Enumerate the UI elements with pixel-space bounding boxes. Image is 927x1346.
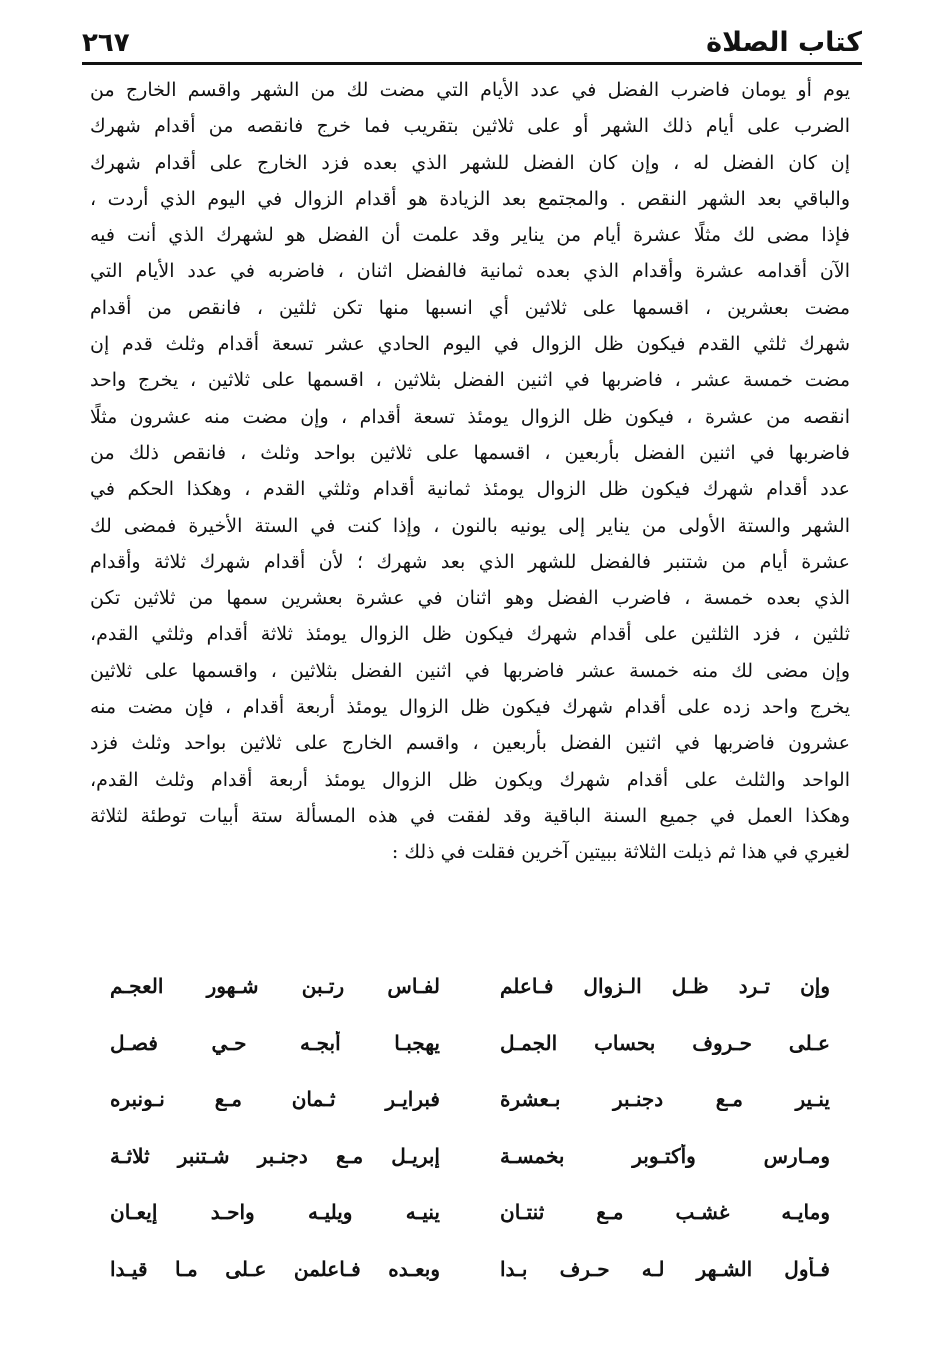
text-line: ثلثين ، فزد الثلثين على أقدام شهرك فيكون ظل الزوال يومئذ ثلاثة أقدام وثلثي القدم،: [90, 623, 850, 646]
text-line: يوم أو يومان فاضرب الفضل في عدد الأيام التي مضت لك من الشهر واقسم الخارج من: [90, 79, 850, 101]
verse-second-half: لفـاس رتـبن شـهور العجـم: [110, 974, 440, 999]
text-line: لغيري في هذا ثم ذيلت الثلاثة ببيتين آخرين فقلت في ذلك :: [391, 841, 850, 864]
text-line: عشرة أيام من شتنبر فالفضل للشهر الذي بعد شهرك ؛ لأن أقدام شهرك ثلاثة وأقدام: [90, 550, 850, 573]
text-line: يخرج واحد زده على أقدام شهرك فيكون ظل الزوال يومئذ أربعة أقدام ، فإن مضت منه: [90, 696, 850, 719]
text-line: عشرون فاضربها في اثنين الفضل بأربعين ، واقسم الخارج على ثلاثين بواحد وثلث فزد: [90, 732, 850, 755]
text-line: الواحد والثلث على أقدام شهرك ويكون ظل الزوال يومئذ أربعة أقدام وثلث القدم،: [90, 768, 850, 791]
body-text: [90, 72, 850, 871]
text-line: وهكذا العمل في جميع السنة الباقية وقد لفقت في هذه المسألة ستة أبيات توطئة لثلاثة: [90, 804, 850, 827]
chapter-title: كتاب الصلاة: [706, 27, 862, 58]
text-line: عدد أقدام شهرك فيكون ظل الزوال يومئذ ثمانية أقدام وثلثي القدم ، وهكذا الحكم في: [90, 478, 850, 501]
verse-second-half: يهجبـا أبجـه حـي فصـل: [110, 1030, 440, 1055]
text-line: مضت خمسة عشر ، فاضربها في اثنين الفضل بثلاثين ، اقسمها على ثلاثين ، يخرج واحد: [90, 369, 850, 392]
poem-verse: [110, 1128, 830, 1185]
verse-first-half: ومـارس وأكتـوبر بخمسـة: [500, 1143, 830, 1168]
text-line: فاضربها في اثنين الفضل بأربعين ، اقسمها على ثلاثين بواحد وثلث ، فانقص ذلك من: [90, 441, 850, 464]
text-line: انقصه من عشرة ، فيكون ظل الزوال يومئذ تسعة أقدام ، وإن مضت منه عشرون مثلًا: [90, 405, 850, 428]
verse-second-half: وبعـده فـاعلمن عـلى مـا قيـدا: [110, 1256, 440, 1281]
poem-verse: [110, 1241, 830, 1298]
verse-first-half: عـلى حـروف بحساب الجمـل: [500, 1030, 830, 1055]
text-line: مضت بعشرين ، اقسمها على ثلاثين أي انسبها منها تكن ثلثين ، فانقص من أقدام: [90, 296, 850, 319]
page-number: ٢٦٧: [82, 28, 130, 58]
text-line: إن كان الفضل له ، وإن كان الفضل للشهر الذي بعده فزد الخارج على أقدام شهرك: [90, 151, 850, 174]
text-line: والباقي بعد الشهر النقص . والمجتمع بعد الزيادة هو أقدام الزوال في اليوم الذي أردت ،: [90, 187, 850, 210]
text-line: الشهر والستة الأولى من يناير إلى يونيه بالنون ، وإذا كنت في الستة الأخيرة فمضى لك: [90, 514, 850, 537]
verse-second-half: ينيـه ويليـه واحـد إيعـان: [110, 1200, 440, 1225]
poem-verse: [110, 958, 830, 1015]
text-line: شهرك ثلثي القدم فيكون ظل الزوال في اليوم الحادي عشر تسعة أقدام وثلث قدم إن: [90, 333, 850, 356]
verse-second-half: فبرايـر ثـمان مـع نـونبره: [110, 1087, 440, 1112]
poem-verse: [110, 1184, 830, 1241]
text-line: الضرب على أيام ذلك الشهر أو على ثلاثين بتقريب فما خرج فانقصه من أقدام شهرك: [90, 115, 850, 138]
verse-first-half: وإن تـرد ظـل الـزوال فـاعلم: [500, 974, 830, 999]
text-line: فإذا مضى لك مثلًا عشرة أيام من يناير وقد علمت أن الفضل هو لشهرك الذي أنت فيه: [90, 224, 850, 247]
page-header: [82, 18, 862, 65]
verse-first-half: ومايـه غشـب مـع ثنتـان: [500, 1200, 830, 1225]
verse-second-half: إبريـل مـع دجنـبر شـتنبر ثلاثـة: [110, 1143, 440, 1168]
poem-verse: [110, 1071, 830, 1128]
poem-verse: [110, 1015, 830, 1072]
verse-first-half: ينـير مـع دجنـبر بـعشرة: [500, 1087, 830, 1112]
text-line: الذي بعده خمسة ، فاضرب الفضل وهو اثنان في عشرة بعشرين سمها من ثلاثين تكن: [90, 587, 850, 610]
text-line: وإن مضى لك منه خمسة عشر فاضربها في اثنين الفضل بثلاثين ، واقسمها على ثلاثين: [90, 659, 850, 682]
poem: [110, 958, 830, 1297]
verse-first-half: فـأول الشـهر لـه حـرف بـدا: [500, 1256, 830, 1281]
text-line: الآن أقدامه عشرة وأقدام الذي بعده ثمانية فالفضل اثنان ، فاضربه في عدد الأيام التي: [90, 260, 850, 283]
